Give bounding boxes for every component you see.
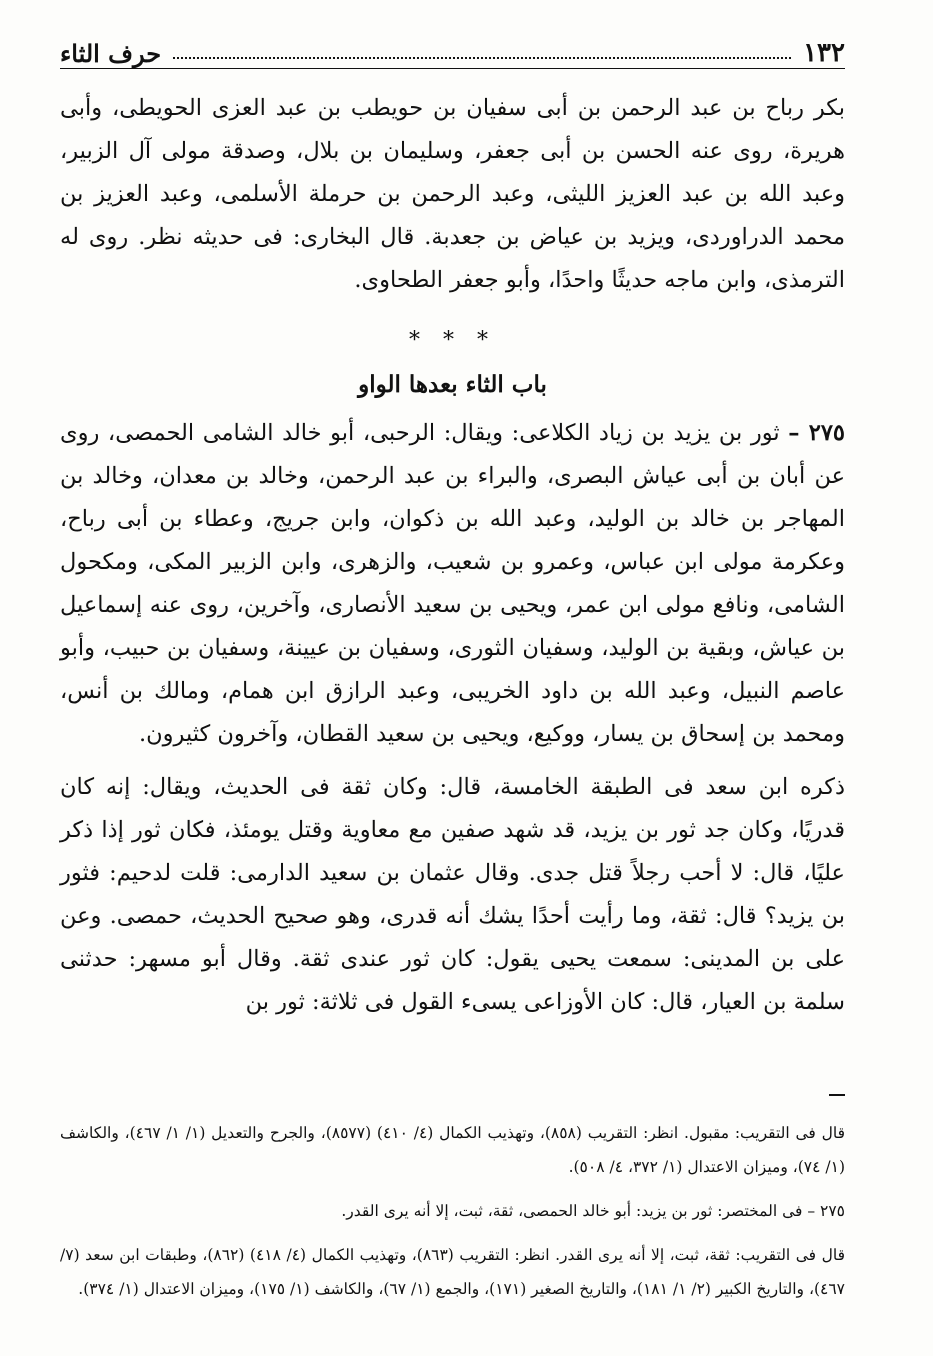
running-title: حرف الثاء (60, 39, 162, 68)
footnotes (60, 1116, 845, 1316)
entry-paragraph (60, 412, 845, 756)
page-header (60, 28, 845, 69)
footnote-1: قال فى التقريب: مقبول. انظر: التقريب (٨٥٨)، وتهذيب الكمال (٤/ ٤١٠) (٨٥٧٧)، والجرح والتعديل (١/ ١/ ٤٦٧)، والكاشف (١/ ٧٤)، وميزان الاعتدال (١/ ٣٧٢، ٤/ ٥٠٨). (60, 1124, 845, 1176)
footnote-3: قال فى التقريب: ثقة، ثبت، إلا أنه يرى القدر. انظر: التقريب (٨٦٣)، وتهذيب الكمال (٤/ ٤١٨) (٨٦٢)، وطبقات ابن سعد (٧/ ٤٦٧)، والتاريخ الكبير (٢/ ١/ ١٨١)، والتاريخ الصغير (١٧١)، والجمع (١/ ٦٧)، والكاشف (١/ ١٧٥)، وميزان الاعتدال (١/ ٣٧٤). (60, 1246, 845, 1298)
commentary-paragraph: ذكره ابن سعد فى الطبقة الخامسة، قال: وكان ثقة فى الحديث، ويقال: إنه كان قدريًا، وكان جد ثور بن يزيد، قد شهد صفين مع معاوية وقتل يومئذ، فكان ثور إذا ذكر عليًا، قال: لا أحب رجلاً قتل جدى. وقال عثمان بن سعيد الدارمى: قلت لدحيم: فثور بن يزيد؟ قال: ثقة، وما رأيت أحدًا يشك أنه قدرى، وهو صحيح الحديث، حمصى. وعن على بن المدينى: سمعت يحيى يقول: كان ثور عندى ثقة. وقال أبو مسهر: حدثنى سلمة بن العيار، قال: كان الأوزاعى يسىء القول فى ثلاثة: ثور بن (60, 774, 845, 1015)
book-page (60, 28, 845, 1328)
entry-number: ٢٧٥ – (788, 420, 845, 446)
entry-text: ثور بن يزيد بن زياد الكلاعى: ويقال: الرحبى، أبو خالد الشامى الحمصى، روى عن أبان بن أبى عياش البصرى، والبراء بن عبد الرحمن، وخالد بن معدان، وخالد بن المهاجر بن خالد بن الوليد، وعبد الله بن ذكوان، وابن جريج، وعطاء بن أبى رباح، وعكرمة مولى ابن عباس، وعمرو بن شعيب، والزهرى، وابن الزبير المكى، ومكحول الشامى، ونافع مولى ابن عمر، ويحيى بن سعيد الأنصارى، وآخرين، روى عنه إسماعيل بن عياش، وبقية بن الوليد، وسفيان الثورى، وسفيان بن عيينة، وسفيان بن حبيب، وأبو عاصم النبيل، وعبد الله بن داود الخريبى، وعبد الرازق ابن همام، ومالك بن أنس، ومحمد بن إسحاق بن يسار، ووكيع، ويحيى بن سعيد القطان، وآخرون كثيرون. (60, 420, 845, 747)
footnote-2: ٢٧٥ – فى المختصر: ثور بن يزيد: أبو خالد الحمصى، ثقة، ثبت، إلا أنه يرى القدر. (341, 1202, 845, 1220)
footnote-rule (829, 1094, 845, 1096)
section-separator: * * * (409, 328, 496, 353)
page-number: ١٣٢ (803, 38, 845, 68)
header-dotted-leader (173, 57, 791, 59)
intro-paragraph: بكر رباح بن عبد الرحمن بن أبى سفيان بن حويطب بن عبد العزى الحويطى، وأبى هريرة، روى عنه الحسن بن أبى جعفر، وسليمان بن بلال، وصدقة مولى آل الزبير، وعبد الله بن عبد العزيز الليثى، وعبد الرحمن بن حرملة الأسلمى، وعبد العزيز بن محمد الدراوردى، ويزيد بن عياض بن جعدبة. قال البخارى: فى حديثه نظر. روى له الترمذى، وابن ماجه حديثًا واحدًا، وأبو جعفر الطحاوى. (60, 95, 845, 293)
section-title: باب الثاء بعدها الواو (358, 371, 547, 398)
